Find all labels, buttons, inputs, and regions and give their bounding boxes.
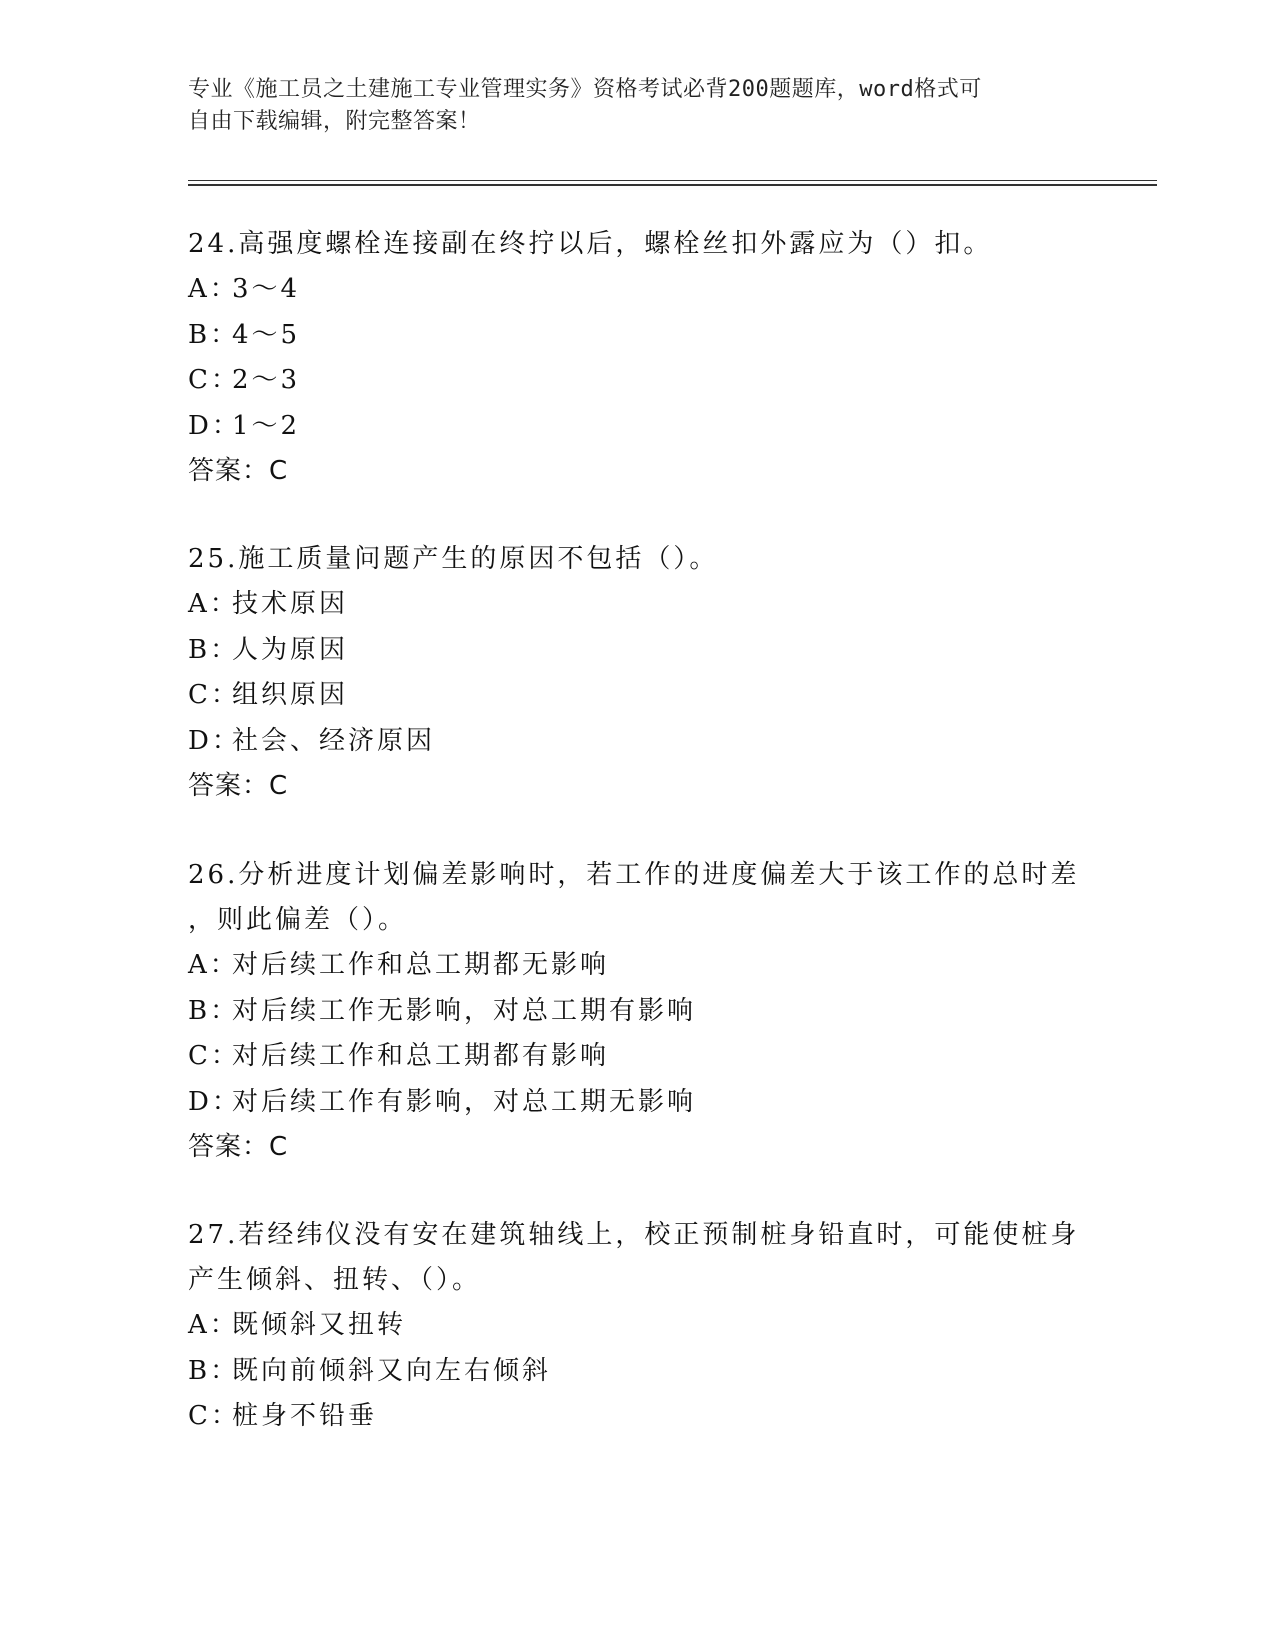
- option-key: B：: [188, 319, 240, 350]
- header-divider-thick: [188, 184, 1157, 186]
- option-key: D：: [188, 1086, 241, 1117]
- header-line-1: 专业《施工员之土建施工专业管理实务》资格考试必背200题题库，word格式可: [188, 77, 982, 102]
- question-stem-line-2: ，则此偏差（）。: [188, 905, 408, 935]
- question-24: [188, 222, 1088, 494]
- option-text: 对后续工作无影响，对总工期有影响: [232, 995, 697, 1026]
- answer-line: 答案：C: [188, 456, 289, 486]
- answer-line: 答案：C: [188, 771, 289, 801]
- document-header: [188, 74, 1068, 138]
- option-d: [188, 719, 1088, 765]
- option-b: [188, 989, 1088, 1035]
- option-text: 既向前倾斜又向左右倾斜: [232, 1355, 552, 1386]
- option-text: 人为原因: [232, 634, 349, 665]
- option-b: [188, 313, 1088, 359]
- option-c: [188, 673, 1088, 719]
- option-text: 4～5: [232, 319, 301, 350]
- question-25: [188, 537, 1088, 809]
- option-text: 社会、经济原因: [232, 725, 436, 756]
- option-text: 2～3: [232, 365, 301, 395]
- question-stem-line-1: 27.若经纬仪没有安在建筑轴线上，校正预制桩身铅直时，可能使桩身: [188, 1220, 1080, 1250]
- option-key: D：: [188, 410, 241, 441]
- option-key: C：: [188, 680, 240, 710]
- question-stem-line-1: 26.分析进度计划偏差影响时，若工作的进度偏差大于该工作的总时差: [188, 860, 1080, 890]
- question-27: [188, 1213, 1088, 1440]
- option-a: [188, 582, 1088, 628]
- option-text: 既倾斜又扭转: [232, 1310, 407, 1340]
- option-a: [188, 943, 1088, 989]
- option-key: C：: [188, 365, 240, 395]
- option-text: 桩身不铅垂: [232, 1401, 378, 1431]
- option-text: 1～2: [232, 410, 301, 441]
- option-d: [188, 404, 1088, 450]
- option-c: [188, 358, 1088, 404]
- option-key: D：: [188, 725, 241, 756]
- option-b: [188, 1349, 1088, 1395]
- option-key: A：: [188, 274, 239, 304]
- header-line-2: 自由下载编辑，附完整答案！: [188, 109, 481, 134]
- option-text: 3～4: [232, 274, 301, 304]
- header-divider-thin: [188, 180, 1157, 181]
- option-a: [188, 267, 1088, 313]
- option-c: [188, 1394, 1088, 1440]
- option-c: [188, 1034, 1088, 1080]
- option-a: [188, 1303, 1088, 1349]
- option-text: 对后续工作有影响，对总工期无影响: [232, 1086, 697, 1117]
- option-key: A：: [188, 950, 239, 980]
- option-d: [188, 1080, 1088, 1126]
- option-key: A：: [188, 1310, 239, 1340]
- option-key: A：: [188, 589, 239, 619]
- option-key: B：: [188, 1355, 240, 1386]
- option-text: 组织原因: [232, 680, 349, 710]
- option-key: C：: [188, 1401, 240, 1431]
- question-stem: 24.高强度螺栓连接副在终拧以后，螺栓丝扣外露应为（）扣。: [188, 229, 993, 259]
- option-key: B：: [188, 634, 240, 665]
- option-b: [188, 628, 1088, 674]
- option-key: C：: [188, 1041, 240, 1071]
- option-text: 对后续工作和总工期都有影响: [232, 1041, 610, 1071]
- option-key: B：: [188, 995, 240, 1026]
- question-stem-line-2: 产生倾斜、扭转、（）。: [188, 1265, 482, 1295]
- question-stem: 25.施工质量问题产生的原因不包括（）。: [188, 544, 719, 574]
- answer-line: 答案：C: [188, 1132, 289, 1162]
- option-text: 对后续工作和总工期都无影响: [232, 950, 610, 980]
- question-26: [188, 853, 1088, 1170]
- option-text: 技术原因: [232, 589, 349, 619]
